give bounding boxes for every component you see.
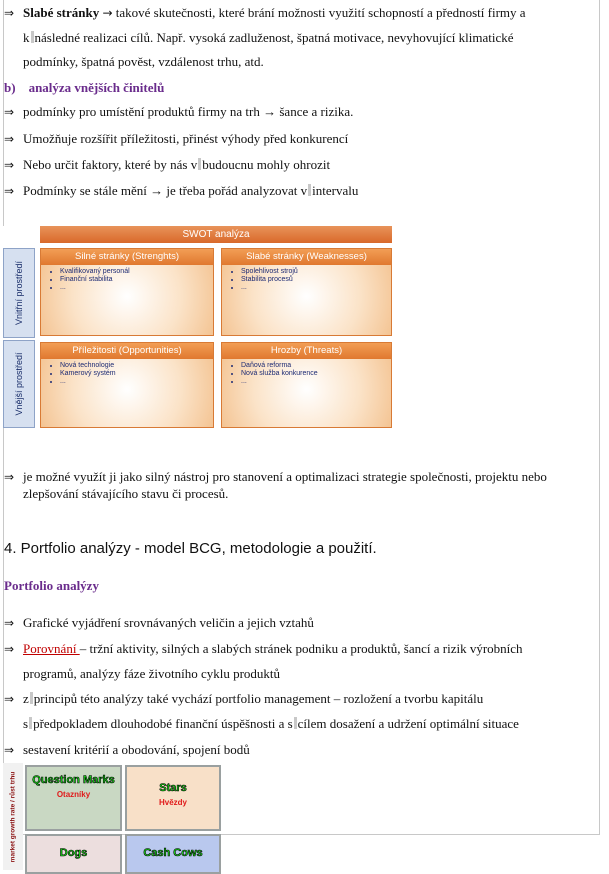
list-item: • ...	[60, 284, 213, 292]
section-4-heading: 4. Portfolio analýzy - model BCG, metodologie a použití.	[4, 540, 377, 557]
portfolio-bullet-2	[4, 641, 523, 657]
bcg-dogs	[25, 834, 122, 874]
list-item: • ...	[241, 378, 391, 386]
bullet-text: Nebo určit faktory, které by nás v	[23, 157, 198, 172]
swot-internal-label	[3, 248, 35, 338]
double-arrow-icon: ⇒	[4, 184, 15, 198]
text-fragment: cílem dosažení a udržení optimální situace	[297, 716, 519, 731]
swot-diagram	[3, 226, 392, 428]
conclusion-text: je možné využít ji jako silný nástroj pro stanovení a optimalizaci strategie společnosti, projektu nebo	[23, 469, 547, 484]
bullet-text: Grafické vyjádření srovnávaných veličin a jejich vztahů	[23, 615, 314, 630]
list-item: • ...	[60, 378, 213, 386]
weak-points-text: takové skutečnosti, které brání možnosti využití schopností a předností firmy a	[112, 5, 526, 20]
list-item: • ...	[241, 284, 391, 292]
double-arrow-icon: ⇒	[4, 158, 15, 172]
external-label-text: Vnější prostředí	[14, 352, 24, 416]
bcg-stars	[125, 765, 221, 831]
axis-label-text: market growth rate / růst trhu	[9, 771, 17, 862]
text-caret	[30, 692, 33, 704]
bcg-question-marks	[25, 765, 122, 831]
question-marks-title: Question Marks	[32, 774, 115, 786]
bullet-text: podmínky pro umístění produktů firmy na trh → šance a rizika.	[23, 104, 354, 119]
double-arrow-icon: ⇒	[4, 6, 15, 20]
list-item: • Spolehlivost strojů	[241, 268, 391, 276]
text-fragment: následné realizaci cílů. Např. vysoká zadluženost, špatná motivace, nevyhovující klimatické	[34, 30, 514, 45]
bullet-text: principů této analýzy také vychází portfolio management – rozložení a tvorbu kapitálu	[33, 691, 484, 706]
section-b-letter: b)	[4, 80, 16, 95]
internal-label-text: Vnitřní prostředí	[14, 260, 24, 326]
bcg-matrix	[3, 763, 223, 870]
swot-weaknesses	[221, 248, 392, 336]
arrow-icon: →	[102, 6, 113, 20]
bullet-text: – tržní aktivity, silných a slabých stránek podniku a produktů, šancí a rizik výrobních	[79, 641, 523, 656]
list-item: • Finanční stabilita	[60, 276, 213, 284]
bullet-text: z	[23, 691, 29, 706]
bullet-external-1	[4, 104, 353, 120]
text-caret	[294, 717, 297, 729]
text-caret	[29, 717, 32, 729]
section-b-title: analýza vnějších činitelů	[28, 80, 165, 95]
cash-cows-title: Cash Cows	[143, 847, 203, 859]
portfolio-bullet-3-cont	[23, 716, 519, 732]
text-fragment: předpokladem dlouhodobé finanční úspěšnosti a s	[33, 716, 293, 731]
list-item: • Daňová reforma	[241, 362, 391, 370]
bullet-external-2	[4, 131, 348, 147]
portfolio-bullet-3	[4, 691, 483, 707]
list-item: • Kvalifikovaný personál	[60, 268, 213, 276]
stars-title: Stars	[159, 782, 187, 794]
text-caret	[198, 158, 201, 170]
threats-list	[222, 362, 391, 386]
conclusion-line-2: zlepšování stávajícího stavu či procesů.	[23, 486, 229, 501]
double-arrow-icon: ⇒	[4, 743, 15, 757]
weak-points-label: Slabé stránky	[23, 5, 100, 20]
swot-title: SWOT analýza	[40, 226, 392, 243]
weak-points-line-3: podmínky, špatná pověst, vzdálenost trhu, atd.	[23, 54, 264, 69]
question-marks-subtitle: Otazníky	[56, 790, 91, 799]
comparison-link[interactable]: Porovnání	[23, 641, 80, 656]
stars-subtitle: Hvězdy	[158, 798, 187, 807]
double-arrow-icon: ⇒	[4, 642, 15, 656]
bcg-cash-cows	[125, 834, 221, 874]
list-item: • Kamerový systém	[60, 370, 213, 378]
opportunities-list	[41, 362, 213, 386]
swot-opportunities	[40, 342, 214, 428]
bullet-text: Podmínky se stále mění → je třeba pořád analyzovat v	[23, 183, 308, 198]
double-arrow-icon: ⇒	[4, 692, 15, 706]
swot-threats	[221, 342, 392, 428]
portfolio-bullet-2-cont: programů, analýzy fáze životního cyklu produktů	[23, 666, 281, 681]
weak-points-line-2	[23, 30, 514, 46]
portfolio-bullet-1	[4, 615, 314, 631]
opportunities-title: Příležitosti (Opportunities)	[41, 343, 213, 359]
section-b-heading	[4, 80, 164, 96]
text-caret	[31, 31, 34, 43]
threats-title: Hrozby (Threats)	[222, 343, 391, 359]
swot-external-label	[3, 340, 35, 428]
conclusion-line-1	[4, 469, 547, 485]
text-fragment: k	[23, 30, 30, 45]
text-caret	[308, 184, 311, 196]
bullet-external-4	[4, 183, 358, 199]
bullet-text: budoucnu mohly ohrozit	[202, 157, 331, 172]
list-item: • Nová technologie	[60, 362, 213, 370]
double-arrow-icon: ⇒	[4, 105, 15, 119]
bullet-text: sestavení kritérií a obodování, spojení bodů	[23, 742, 250, 757]
bullet-text: intervalu	[312, 183, 359, 198]
portfolio-bullet-4	[4, 742, 250, 758]
portfolio-subheading: Portfolio analýzy	[4, 578, 99, 593]
dogs-title: Dogs	[59, 847, 88, 859]
double-arrow-icon: ⇒	[4, 470, 15, 484]
weaknesses-title: Slabé stránky (Weaknesses)	[222, 249, 391, 265]
strengths-title: Silné stránky (Strenghts)	[41, 249, 213, 265]
double-arrow-icon: ⇒	[4, 616, 15, 630]
bcg-axis-label	[3, 763, 23, 870]
swot-strengths	[40, 248, 214, 336]
text-fragment: s	[23, 716, 29, 731]
double-arrow-icon: ⇒	[4, 132, 15, 146]
bullet-text: Umožňuje rozšířit příležitosti, přinést výhody před konkurencí	[23, 131, 349, 146]
strengths-list	[41, 268, 213, 292]
weak-points-line-1	[4, 5, 526, 21]
bullet-external-3	[4, 157, 330, 173]
weaknesses-list	[222, 268, 391, 292]
list-item: • Stabilita procesů	[241, 276, 391, 284]
list-item: • Nová služba konkurence	[241, 370, 391, 378]
